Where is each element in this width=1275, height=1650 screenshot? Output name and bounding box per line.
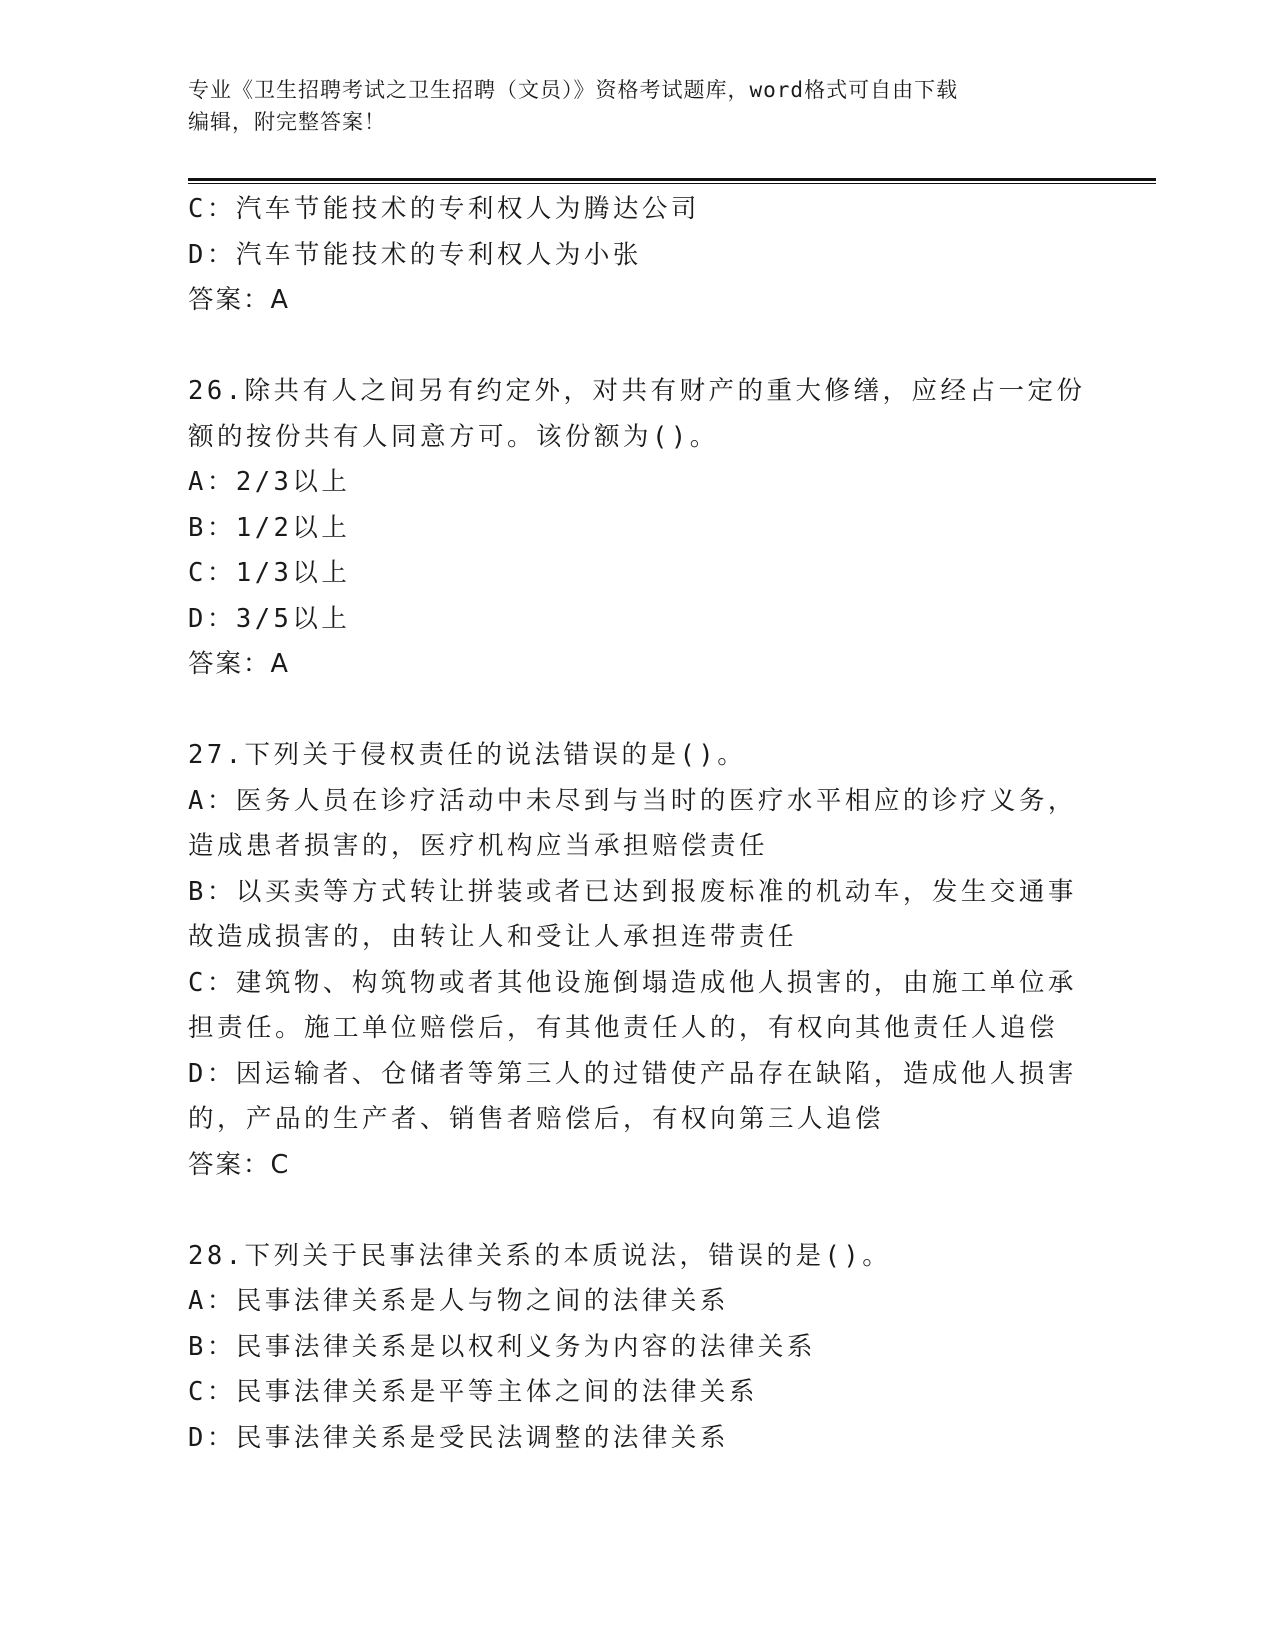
question-stem-line: 额的按份共有人同意方可。该份额为()。 [188, 421, 719, 452]
option-b: B：1/2以上 [188, 512, 351, 543]
question-26 [188, 369, 1088, 688]
question-spacer [188, 324, 1088, 370]
option-d: D：3/5以上 [188, 603, 351, 634]
option-d: D：因运输者、仓储者等第三人的过错使产品存在缺陷，造成他人损害 [188, 1058, 1077, 1089]
header-rule-thick [188, 178, 1156, 181]
header-line-2: 编辑，附完整答案！ [188, 110, 386, 134]
question-spacer [188, 1188, 1088, 1234]
option-a: A：2/3以上 [188, 467, 351, 497]
option-c-continued: 担责任。施工单位赔偿后，有其他责任人的，有权向其他责任人追偿 [188, 1013, 1059, 1043]
option-a: A：医务人员在诊疗活动中未尽到与当时的医疗水平相应的诊疗义务， [188, 785, 1077, 816]
option-c: C：建筑物、构筑物或者其他设施倒塌造成他人损害的，由施工单位承 [188, 967, 1077, 998]
option-d: D：民事法律关系是受民法调整的法律关系 [188, 1422, 729, 1453]
answer-line: 答案：A [188, 285, 290, 315]
question-list [188, 187, 1088, 1461]
question-28 [188, 1234, 1088, 1462]
answer-line: 答案：A [188, 649, 290, 679]
question-stem-line: 28.下列关于民事法律关系的本质说法，错误的是()。 [188, 1240, 892, 1271]
option-c: C：1/3以上 [188, 558, 351, 588]
option-c: C：民事法律关系是平等主体之间的法律关系 [188, 1377, 758, 1407]
option-b-continued: 故造成损害的，由转让人和受让人承担连带责任 [188, 922, 798, 952]
option-c: C：汽车节能技术的专利权人为腾达公司 [188, 194, 700, 224]
question-stem-line: 27.下列关于侵权责任的说法错误的是()。 [188, 740, 747, 770]
document-header [188, 74, 1088, 138]
header-rule-thin [188, 183, 1156, 184]
option-b: B：以买卖等方式转让拼装或者已达到报废标准的机动车，发生交通事 [188, 876, 1077, 907]
option-d: D：汽车节能技术的专利权人为小张 [188, 239, 642, 270]
option-a: A：民事法律关系是人与物之间的法律关系 [188, 1286, 729, 1316]
option-d-continued: 的，产品的生产者、销售者赔偿后，有权向第三人追偿 [188, 1104, 885, 1134]
header-line-1: 专业《卫生招聘考试之卫生招聘（文员）》资格考试题库，word格式可自由下载 [188, 78, 959, 102]
answer-line: 答案：C [188, 1149, 291, 1180]
question-27 [188, 733, 1088, 1188]
option-b: B：民事法律关系是以权利义务为内容的法律关系 [188, 1331, 816, 1362]
question-spacer [188, 688, 1088, 734]
option-a-continued: 造成患者损害的，医疗机构应当承担赔偿责任 [188, 831, 769, 861]
question-25 [188, 187, 1088, 324]
question-stem-line: 26.除共有人之间另有约定外，对共有财产的重大修缮，应经占一定份 [188, 376, 1086, 406]
